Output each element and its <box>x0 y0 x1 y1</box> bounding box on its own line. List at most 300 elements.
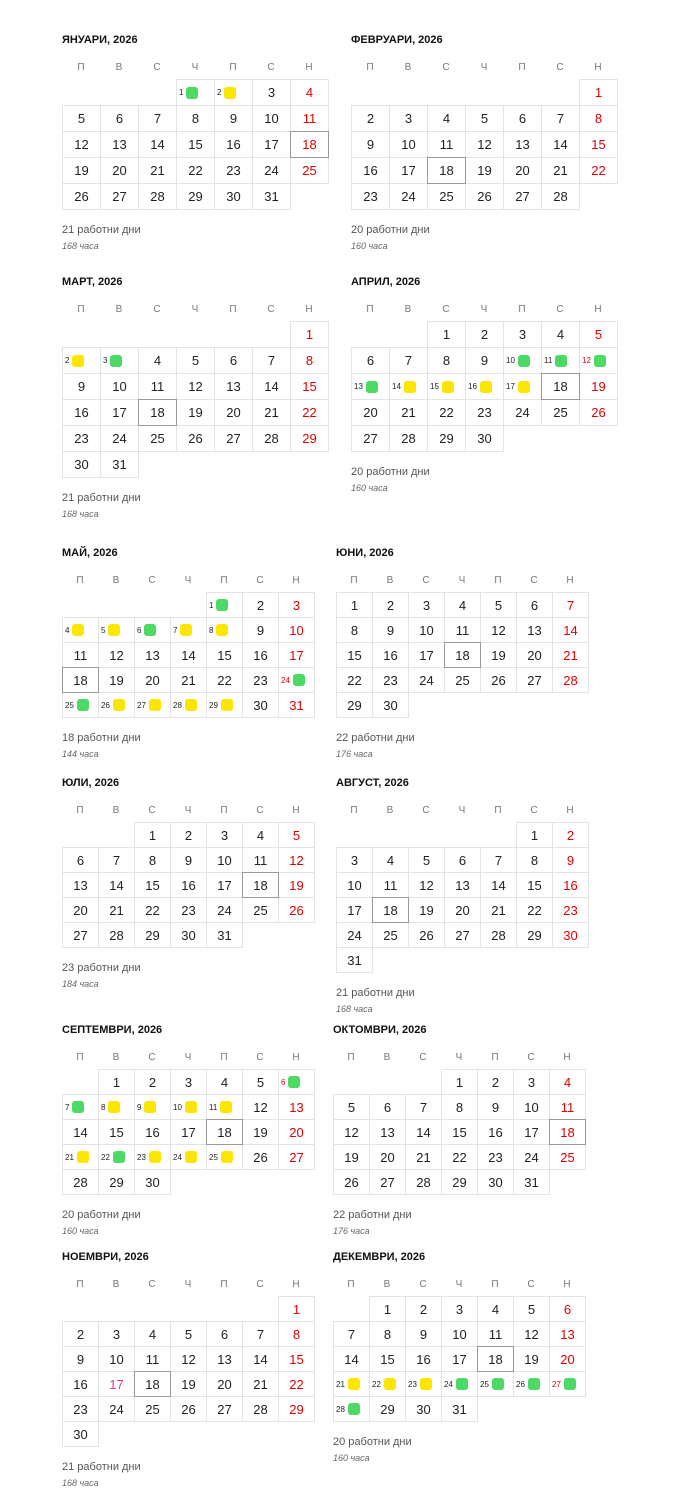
day-cell[interactable] <box>552 872 589 898</box>
day-cell[interactable] <box>333 1321 370 1347</box>
day-cell[interactable] <box>333 1169 370 1195</box>
day-cell[interactable] <box>290 105 329 132</box>
day-cell[interactable] <box>62 1396 99 1422</box>
day-cell[interactable] <box>541 321 580 348</box>
day-cell[interactable] <box>252 183 291 210</box>
day-cell[interactable] <box>252 157 291 184</box>
day-cell[interactable] <box>516 897 553 923</box>
day-cell[interactable] <box>441 1296 478 1322</box>
day-cell[interactable] <box>336 947 373 973</box>
day-cell[interactable] <box>138 373 177 400</box>
day-cell[interactable] <box>170 1346 207 1372</box>
day-cell[interactable] <box>477 1069 514 1095</box>
day-cell[interactable] <box>252 347 291 374</box>
day-cell[interactable] <box>465 105 504 132</box>
day-cell[interactable] <box>549 1069 586 1095</box>
day-cell[interactable] <box>541 183 580 210</box>
day-cell[interactable] <box>98 1396 135 1422</box>
day-cell[interactable] <box>549 1321 586 1347</box>
day-cell[interactable] <box>206 1321 243 1347</box>
day-cell[interactable] <box>170 1119 207 1145</box>
day-cell[interactable] <box>206 642 243 668</box>
day-cell[interactable] <box>465 321 504 348</box>
day-cell[interactable] <box>336 642 373 668</box>
day-cell[interactable] <box>170 617 207 643</box>
day-cell[interactable] <box>134 1169 171 1195</box>
day-cell[interactable] <box>278 1371 315 1397</box>
day-cell[interactable] <box>480 847 517 873</box>
day-cell[interactable] <box>336 897 373 923</box>
day-cell[interactable] <box>170 1321 207 1347</box>
day-cell[interactable] <box>408 592 445 618</box>
day-cell[interactable] <box>389 373 428 400</box>
day-cell[interactable] <box>62 451 101 478</box>
day-cell[interactable] <box>176 79 215 106</box>
day-cell[interactable] <box>170 642 207 668</box>
day-cell[interactable] <box>372 667 409 693</box>
day-cell[interactable] <box>444 617 481 643</box>
day-cell[interactable] <box>100 183 139 210</box>
day-cell[interactable] <box>441 1396 478 1422</box>
day-cell[interactable] <box>389 157 428 184</box>
day-cell[interactable] <box>242 1346 279 1372</box>
day-cell[interactable] <box>503 373 542 400</box>
day-cell[interactable] <box>62 1421 99 1447</box>
day-cell[interactable] <box>408 922 445 948</box>
day-cell[interactable] <box>503 321 542 348</box>
day-cell[interactable] <box>480 592 517 618</box>
day-cell[interactable] <box>477 1144 514 1170</box>
day-cell[interactable] <box>98 617 135 643</box>
day-cell[interactable] <box>333 1346 370 1372</box>
day-cell[interactable] <box>278 1144 315 1170</box>
day-cell[interactable] <box>138 399 177 426</box>
day-cell[interactable] <box>477 1296 514 1322</box>
day-cell[interactable] <box>242 617 279 643</box>
day-cell[interactable] <box>242 897 279 923</box>
day-cell[interactable] <box>444 667 481 693</box>
day-cell[interactable] <box>408 897 445 923</box>
day-cell[interactable] <box>206 822 243 848</box>
day-cell[interactable] <box>100 131 139 158</box>
day-cell[interactable] <box>134 1094 171 1120</box>
day-cell[interactable] <box>62 1321 99 1347</box>
day-cell[interactable] <box>444 872 481 898</box>
day-cell[interactable] <box>98 897 135 923</box>
day-cell[interactable] <box>516 617 553 643</box>
day-cell[interactable] <box>138 183 177 210</box>
day-cell[interactable] <box>351 373 390 400</box>
day-cell[interactable] <box>552 592 589 618</box>
day-cell[interactable] <box>516 642 553 668</box>
day-cell[interactable] <box>252 373 291 400</box>
day-cell[interactable] <box>503 131 542 158</box>
day-cell[interactable] <box>503 183 542 210</box>
day-cell[interactable] <box>369 1396 406 1422</box>
day-cell[interactable] <box>242 1069 279 1095</box>
day-cell[interactable] <box>405 1346 442 1372</box>
day-cell[interactable] <box>405 1119 442 1145</box>
day-cell[interactable] <box>389 347 428 374</box>
day-cell[interactable] <box>176 131 215 158</box>
day-cell[interactable] <box>290 157 329 184</box>
day-cell[interactable] <box>351 399 390 426</box>
day-cell[interactable] <box>176 425 215 452</box>
day-cell[interactable] <box>336 667 373 693</box>
day-cell[interactable] <box>170 872 207 898</box>
day-cell[interactable] <box>242 847 279 873</box>
day-cell[interactable] <box>513 1094 550 1120</box>
day-cell[interactable] <box>441 1069 478 1095</box>
day-cell[interactable] <box>206 847 243 873</box>
day-cell[interactable] <box>242 1321 279 1347</box>
day-cell[interactable] <box>513 1169 550 1195</box>
day-cell[interactable] <box>134 1346 171 1372</box>
day-cell[interactable] <box>369 1321 406 1347</box>
day-cell[interactable] <box>278 1296 315 1322</box>
day-cell[interactable] <box>427 347 466 374</box>
day-cell[interactable] <box>176 373 215 400</box>
day-cell[interactable] <box>427 321 466 348</box>
day-cell[interactable] <box>62 131 101 158</box>
day-cell[interactable] <box>134 642 171 668</box>
day-cell[interactable] <box>242 1094 279 1120</box>
day-cell[interactable] <box>441 1169 478 1195</box>
day-cell[interactable] <box>278 1119 315 1145</box>
day-cell[interactable] <box>206 922 243 948</box>
day-cell[interactable] <box>333 1396 370 1422</box>
day-cell[interactable] <box>62 105 101 132</box>
day-cell[interactable] <box>98 847 135 873</box>
day-cell[interactable] <box>252 105 291 132</box>
day-cell[interactable] <box>477 1346 514 1372</box>
day-cell[interactable] <box>62 667 99 693</box>
day-cell[interactable] <box>389 399 428 426</box>
day-cell[interactable] <box>369 1346 406 1372</box>
day-cell[interactable] <box>516 667 553 693</box>
day-cell[interactable] <box>214 399 253 426</box>
day-cell[interactable] <box>278 1094 315 1120</box>
day-cell[interactable] <box>134 847 171 873</box>
day-cell[interactable] <box>541 105 580 132</box>
day-cell[interactable] <box>480 922 517 948</box>
day-cell[interactable] <box>98 642 135 668</box>
day-cell[interactable] <box>242 1119 279 1145</box>
day-cell[interactable] <box>100 451 139 478</box>
day-cell[interactable] <box>278 872 315 898</box>
day-cell[interactable] <box>549 1346 586 1372</box>
day-cell[interactable] <box>138 425 177 452</box>
day-cell[interactable] <box>480 642 517 668</box>
day-cell[interactable] <box>62 157 101 184</box>
day-cell[interactable] <box>480 897 517 923</box>
day-cell[interactable] <box>552 822 589 848</box>
day-cell[interactable] <box>408 667 445 693</box>
day-cell[interactable] <box>170 822 207 848</box>
day-cell[interactable] <box>290 347 329 374</box>
day-cell[interactable] <box>62 183 101 210</box>
day-cell[interactable] <box>62 1346 99 1372</box>
day-cell[interactable] <box>549 1119 586 1145</box>
day-cell[interactable] <box>134 872 171 898</box>
day-cell[interactable] <box>100 373 139 400</box>
day-cell[interactable] <box>100 347 139 374</box>
day-cell[interactable] <box>465 157 504 184</box>
day-cell[interactable] <box>427 183 466 210</box>
day-cell[interactable] <box>513 1371 550 1397</box>
day-cell[interactable] <box>170 1069 207 1095</box>
day-cell[interactable] <box>549 1094 586 1120</box>
day-cell[interactable] <box>98 872 135 898</box>
day-cell[interactable] <box>441 1371 478 1397</box>
day-cell[interactable] <box>170 667 207 693</box>
day-cell[interactable] <box>278 1396 315 1422</box>
day-cell[interactable] <box>206 617 243 643</box>
day-cell[interactable] <box>134 822 171 848</box>
day-cell[interactable] <box>336 692 373 718</box>
day-cell[interactable] <box>389 105 428 132</box>
day-cell[interactable] <box>552 847 589 873</box>
day-cell[interactable] <box>62 642 99 668</box>
day-cell[interactable] <box>427 105 466 132</box>
day-cell[interactable] <box>549 1371 586 1397</box>
day-cell[interactable] <box>290 79 329 106</box>
day-cell[interactable] <box>477 1371 514 1397</box>
day-cell[interactable] <box>214 79 253 106</box>
day-cell[interactable] <box>170 922 207 948</box>
day-cell[interactable] <box>206 872 243 898</box>
day-cell[interactable] <box>214 425 253 452</box>
day-cell[interactable] <box>214 373 253 400</box>
day-cell[interactable] <box>579 157 618 184</box>
day-cell[interactable] <box>134 1396 171 1422</box>
day-cell[interactable] <box>278 822 315 848</box>
day-cell[interactable] <box>134 897 171 923</box>
day-cell[interactable] <box>170 1144 207 1170</box>
day-cell[interactable] <box>408 617 445 643</box>
day-cell[interactable] <box>214 347 253 374</box>
day-cell[interactable] <box>170 847 207 873</box>
day-cell[interactable] <box>98 1094 135 1120</box>
day-cell[interactable] <box>290 131 329 158</box>
day-cell[interactable] <box>278 617 315 643</box>
day-cell[interactable] <box>513 1119 550 1145</box>
day-cell[interactable] <box>333 1371 370 1397</box>
day-cell[interactable] <box>62 399 101 426</box>
day-cell[interactable] <box>62 425 101 452</box>
day-cell[interactable] <box>333 1144 370 1170</box>
day-cell[interactable] <box>290 321 329 348</box>
day-cell[interactable] <box>552 642 589 668</box>
day-cell[interactable] <box>134 1321 171 1347</box>
day-cell[interactable] <box>444 897 481 923</box>
day-cell[interactable] <box>503 399 542 426</box>
day-cell[interactable] <box>405 1296 442 1322</box>
day-cell[interactable] <box>134 1144 171 1170</box>
day-cell[interactable] <box>252 79 291 106</box>
day-cell[interactable] <box>134 1119 171 1145</box>
day-cell[interactable] <box>405 1396 442 1422</box>
day-cell[interactable] <box>513 1346 550 1372</box>
day-cell[interactable] <box>480 872 517 898</box>
day-cell[interactable] <box>98 1346 135 1372</box>
day-cell[interactable] <box>369 1144 406 1170</box>
day-cell[interactable] <box>579 373 618 400</box>
day-cell[interactable] <box>252 399 291 426</box>
day-cell[interactable] <box>465 347 504 374</box>
day-cell[interactable] <box>351 157 390 184</box>
day-cell[interactable] <box>138 105 177 132</box>
day-cell[interactable] <box>441 1094 478 1120</box>
day-cell[interactable] <box>372 642 409 668</box>
day-cell[interactable] <box>513 1321 550 1347</box>
day-cell[interactable] <box>242 692 279 718</box>
day-cell[interactable] <box>206 1371 243 1397</box>
day-cell[interactable] <box>369 1296 406 1322</box>
day-cell[interactable] <box>552 897 589 923</box>
day-cell[interactable] <box>336 592 373 618</box>
day-cell[interactable] <box>405 1169 442 1195</box>
day-cell[interactable] <box>444 642 481 668</box>
day-cell[interactable] <box>62 1119 99 1145</box>
day-cell[interactable] <box>552 617 589 643</box>
day-cell[interactable] <box>351 183 390 210</box>
day-cell[interactable] <box>513 1144 550 1170</box>
day-cell[interactable] <box>242 592 279 618</box>
day-cell[interactable] <box>62 897 99 923</box>
day-cell[interactable] <box>465 131 504 158</box>
day-cell[interactable] <box>278 592 315 618</box>
day-cell[interactable] <box>351 425 390 452</box>
day-cell[interactable] <box>206 1144 243 1170</box>
day-cell[interactable] <box>290 373 329 400</box>
day-cell[interactable] <box>242 872 279 898</box>
day-cell[interactable] <box>134 922 171 948</box>
day-cell[interactable] <box>579 105 618 132</box>
day-cell[interactable] <box>170 1371 207 1397</box>
day-cell[interactable] <box>503 105 542 132</box>
day-cell[interactable] <box>369 1119 406 1145</box>
day-cell[interactable] <box>541 131 580 158</box>
day-cell[interactable] <box>333 1119 370 1145</box>
day-cell[interactable] <box>62 617 99 643</box>
day-cell[interactable] <box>541 347 580 374</box>
day-cell[interactable] <box>278 642 315 668</box>
day-cell[interactable] <box>206 592 243 618</box>
day-cell[interactable] <box>252 425 291 452</box>
day-cell[interactable] <box>206 1094 243 1120</box>
day-cell[interactable] <box>513 1296 550 1322</box>
day-cell[interactable] <box>214 105 253 132</box>
day-cell[interactable] <box>513 1069 550 1095</box>
day-cell[interactable] <box>214 183 253 210</box>
day-cell[interactable] <box>405 1321 442 1347</box>
day-cell[interactable] <box>441 1321 478 1347</box>
day-cell[interactable] <box>290 399 329 426</box>
day-cell[interactable] <box>369 1169 406 1195</box>
day-cell[interactable] <box>252 131 291 158</box>
day-cell[interactable] <box>206 1119 243 1145</box>
day-cell[interactable] <box>427 131 466 158</box>
day-cell[interactable] <box>336 617 373 643</box>
day-cell[interactable] <box>176 157 215 184</box>
day-cell[interactable] <box>477 1094 514 1120</box>
day-cell[interactable] <box>62 692 99 718</box>
day-cell[interactable] <box>336 847 373 873</box>
day-cell[interactable] <box>62 1144 99 1170</box>
day-cell[interactable] <box>503 157 542 184</box>
day-cell[interactable] <box>278 897 315 923</box>
day-cell[interactable] <box>372 872 409 898</box>
day-cell[interactable] <box>134 667 171 693</box>
day-cell[interactable] <box>290 425 329 452</box>
day-cell[interactable] <box>516 822 553 848</box>
day-cell[interactable] <box>372 617 409 643</box>
day-cell[interactable] <box>465 183 504 210</box>
day-cell[interactable] <box>242 667 279 693</box>
day-cell[interactable] <box>98 1119 135 1145</box>
day-cell[interactable] <box>579 131 618 158</box>
day-cell[interactable] <box>579 79 618 106</box>
day-cell[interactable] <box>176 105 215 132</box>
day-cell[interactable] <box>98 922 135 948</box>
day-cell[interactable] <box>336 872 373 898</box>
day-cell[interactable] <box>389 183 428 210</box>
day-cell[interactable] <box>176 347 215 374</box>
day-cell[interactable] <box>242 1144 279 1170</box>
day-cell[interactable] <box>170 1094 207 1120</box>
day-cell[interactable] <box>405 1371 442 1397</box>
day-cell[interactable] <box>444 847 481 873</box>
day-cell[interactable] <box>214 157 253 184</box>
day-cell[interactable] <box>62 373 101 400</box>
day-cell[interactable] <box>516 922 553 948</box>
day-cell[interactable] <box>278 1321 315 1347</box>
day-cell[interactable] <box>441 1119 478 1145</box>
day-cell[interactable] <box>389 131 428 158</box>
day-cell[interactable] <box>206 667 243 693</box>
day-cell[interactable] <box>100 105 139 132</box>
day-cell[interactable] <box>480 667 517 693</box>
day-cell[interactable] <box>278 1069 315 1095</box>
day-cell[interactable] <box>427 373 466 400</box>
day-cell[interactable] <box>579 347 618 374</box>
day-cell[interactable] <box>351 347 390 374</box>
day-cell[interactable] <box>138 131 177 158</box>
day-cell[interactable] <box>134 1371 171 1397</box>
day-cell[interactable] <box>408 872 445 898</box>
day-cell[interactable] <box>465 373 504 400</box>
day-cell[interactable] <box>405 1094 442 1120</box>
day-cell[interactable] <box>206 1069 243 1095</box>
day-cell[interactable] <box>206 897 243 923</box>
day-cell[interactable] <box>579 321 618 348</box>
day-cell[interactable] <box>549 1296 586 1322</box>
day-cell[interactable] <box>477 1321 514 1347</box>
day-cell[interactable] <box>541 373 580 400</box>
day-cell[interactable] <box>98 1144 135 1170</box>
day-cell[interactable] <box>242 1371 279 1397</box>
day-cell[interactable] <box>372 897 409 923</box>
day-cell[interactable] <box>427 425 466 452</box>
day-cell[interactable] <box>541 399 580 426</box>
day-cell[interactable] <box>98 1371 135 1397</box>
day-cell[interactable] <box>98 667 135 693</box>
day-cell[interactable] <box>100 157 139 184</box>
day-cell[interactable] <box>62 847 99 873</box>
day-cell[interactable] <box>477 1169 514 1195</box>
day-cell[interactable] <box>278 667 315 693</box>
